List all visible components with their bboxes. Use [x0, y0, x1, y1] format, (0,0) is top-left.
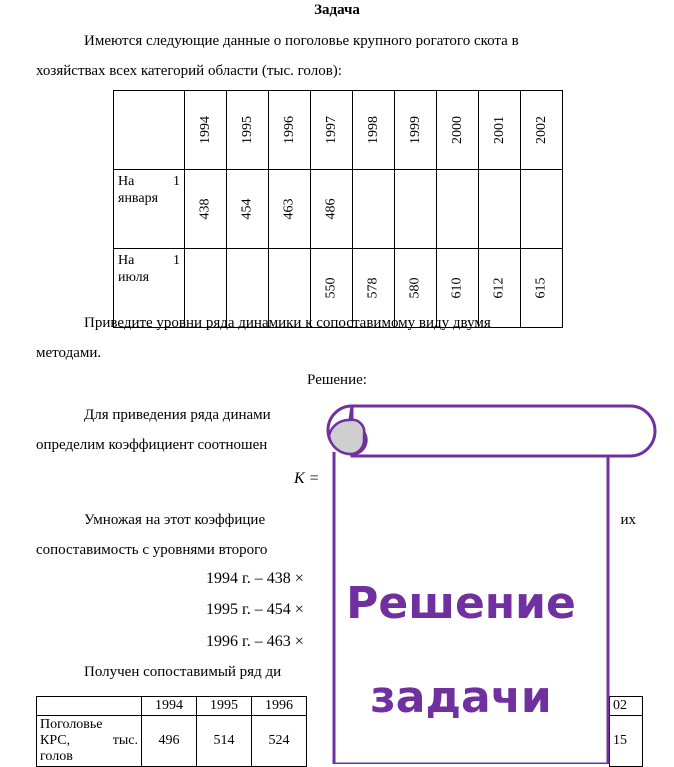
value-cell: 610: [437, 249, 479, 328]
year-cell: 02: [610, 697, 643, 716]
solution-line-2: определим коэффициент соотношен: [36, 437, 268, 453]
value-cell: 454: [227, 170, 269, 249]
formula: К =: [294, 470, 320, 487]
year-cell: 1995: [227, 91, 269, 170]
year-cell: 1996: [269, 91, 311, 170]
value-cell: [395, 170, 437, 249]
calc-line-1994: 1994 г. – 438 ×: [206, 570, 304, 587]
year-cell: 1994: [185, 91, 227, 170]
intro-line-1: Имеются следующие данные о поголовье крупного рогатого скота в: [84, 33, 519, 49]
banner-title-line-1: Решение: [346, 578, 576, 629]
task-line-1: Приведите уровни ряда динамики к сопоставимому виду двумя: [84, 315, 491, 331]
intro-paragraph: [36, 26, 636, 86]
result-line: Получен сопоставимый ряд ди: [84, 664, 282, 680]
value-cell: 514: [197, 716, 252, 767]
value-cell: 486: [311, 170, 353, 249]
year-cell: 2001: [479, 91, 521, 170]
table-row-january: [114, 170, 563, 249]
year-cell: 1997: [311, 91, 353, 170]
value-cell: 612: [479, 249, 521, 328]
multiply-line-1-end: их: [620, 512, 636, 528]
year-cell: 2000: [437, 91, 479, 170]
task-line-2: методами.: [36, 345, 102, 361]
value-cell: 15: [610, 716, 643, 767]
multiply-line-2: сопоставимость с уровнями второго: [36, 542, 268, 558]
table-corner-cell: [114, 91, 185, 170]
task-title: Задача: [314, 2, 360, 18]
value-cell: [353, 170, 395, 249]
value-cell: 615: [521, 249, 563, 328]
value-cell: [437, 170, 479, 249]
row-label-july: На 1 июля: [114, 249, 185, 328]
value-cell: 580: [395, 249, 437, 328]
year-cell: 2002: [521, 91, 563, 170]
year-cell: 1999: [395, 91, 437, 170]
value-cell: 463: [269, 170, 311, 249]
year-cell: 1995: [197, 697, 252, 716]
value-cell: 438: [185, 170, 227, 249]
banner-title-line-2: задачи: [370, 672, 552, 723]
table2-corner-cell: [37, 697, 142, 716]
solution-heading: Решение:: [307, 372, 367, 388]
value-cell: 524: [252, 716, 307, 767]
calc-line-1996: 1996 г. – 463 ×: [206, 633, 304, 650]
value-cell: [479, 170, 521, 249]
year-cell: 1996: [252, 697, 307, 716]
multiply-line-1: Умножая на этот коэффицие: [84, 512, 266, 528]
task-paragraph: [36, 308, 636, 368]
value-cell: [521, 170, 563, 249]
calc-line-1995: 1995 г. – 454 ×: [206, 601, 304, 618]
intro-line-2: хозяйствах всех категорий области (тыс. голов):: [36, 63, 342, 79]
table-header-row: [114, 91, 563, 170]
value-cell: 578: [353, 249, 395, 328]
row-label-january: На 1 января: [114, 170, 185, 249]
year-cell: 1994: [142, 697, 197, 716]
year-cell: 1998: [353, 91, 395, 170]
row-label-cattle: Поголовье КРС, тыс. голов: [37, 716, 142, 767]
value-cell: 496: [142, 716, 197, 767]
solution-line-1: Для приведения ряда динами: [84, 407, 271, 423]
cattle-data-table: [113, 90, 563, 328]
value-cell: 550: [311, 249, 353, 328]
